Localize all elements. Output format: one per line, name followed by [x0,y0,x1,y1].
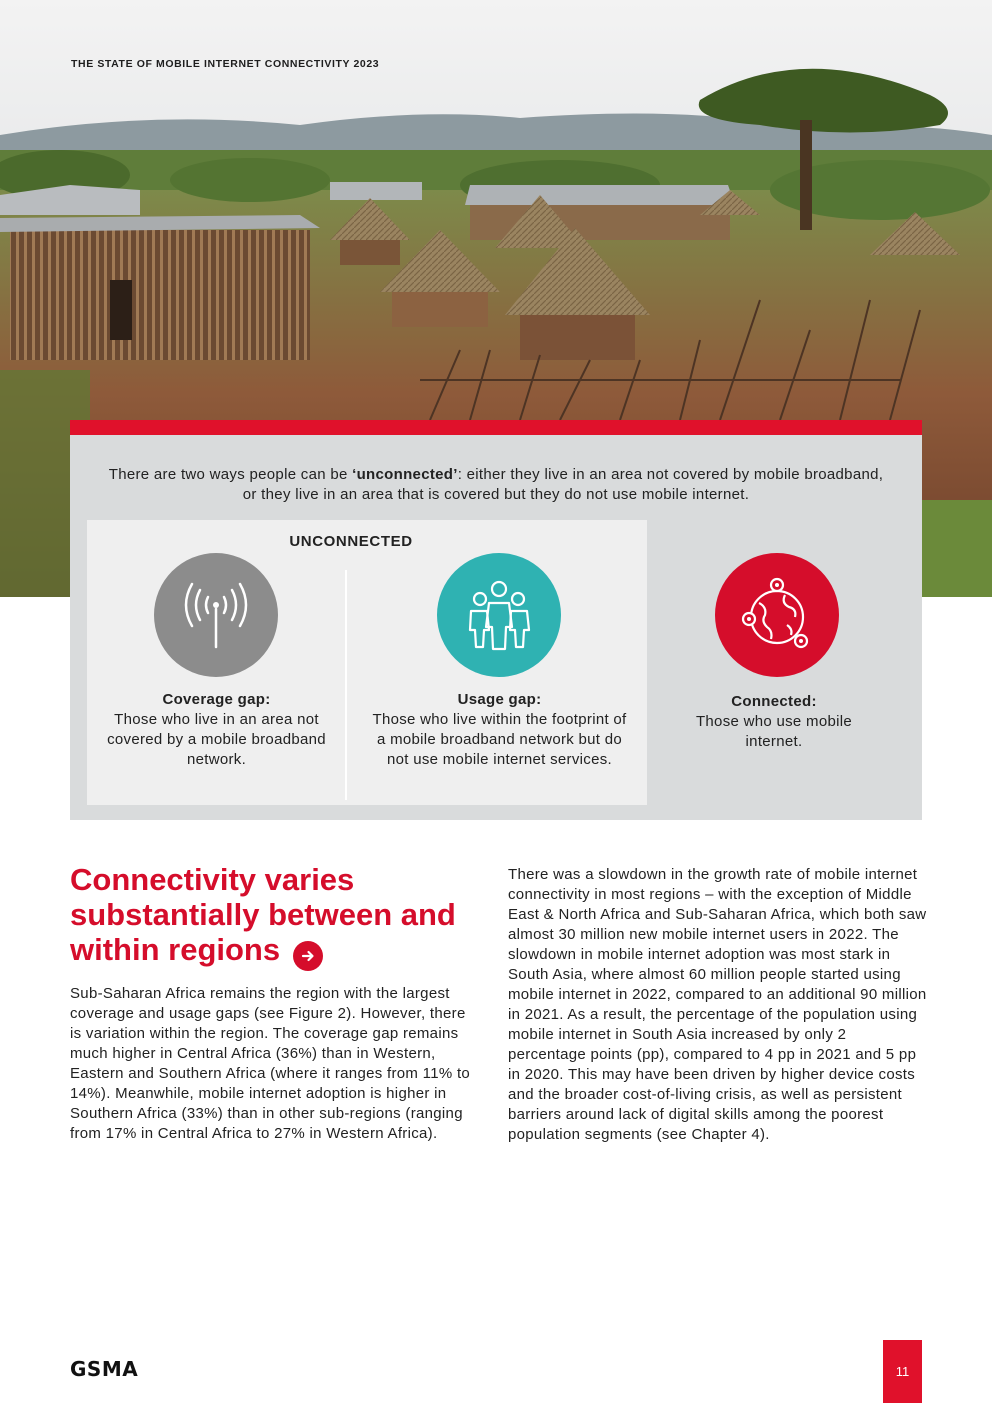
connected-globe-icon [735,573,819,657]
unconnected-title: UNCONNECTED [289,533,413,550]
body-paragraph-left: Sub-Saharan Africa remains the region with the largest coverage and usage gaps (see Figure 2). However, there is variation within the region. The coverage gap remains much higher in Central Africa (36%) than in Western, Eastern and Southern Africa (where it ranges from 11% to 14%). Meanwhile, mobile internet adoption is higher in Southern Africa (33%) than in other sub-regions (ranging from 17% in Central Africa to 27% in Western Africa). [70,985,471,1142]
coverage-gap-heading: Coverage gap: [162,691,271,708]
connected-description: Those who use mobile internet. [695,713,853,750]
usage-gap-description: Those who live within the footprint of a mobile broadband network but do not use mobile internet services. [372,711,627,768]
gsma-logo: GSMA [70,1357,139,1381]
page-number: 11 [883,1340,922,1403]
unconnected-panel [87,520,647,805]
connected-heading: Connected: [731,693,817,710]
signal-tower-icon [176,575,256,655]
usage-gap-heading: Usage gap: [457,691,542,708]
usage-gap-badge [437,553,561,677]
unconnected-infobox [70,420,922,820]
arrow-right-icon [300,948,316,964]
panel-divider [345,570,347,800]
body-paragraph-right: There was a slowdown in the growth rate of mobile internet connectivity in most regions – with the exception of Middle East & North Africa and Sub-Saharan Africa, which both saw almost 30 million new mobile internet users in 2022. The slowdown in mobile internet adoption was most stark in South Asia, where almost 60 million people started using mobile internet in 2022, compared to an additional 90 million in 2021. As a result, the percentage of the population using mobile internet in South Asia increased by only 2 percentage points (pp), compared to 4 pp in 2021 and 5 pp in 2020. This may have been driven by higher device costs and the broader cost-of-living crisis, as well as persistent barriers around lack of digital skills among the poorest population segments (see Chapter 4). [508,866,927,1143]
infobox-accent-bar [70,420,922,435]
people-group-icon [459,575,539,655]
connected-text [674,692,874,752]
intro-text-end: : either they live in an area not covered by mobile broadband, or they live in an area that is covered but they do not use mobile internet. [242,466,884,503]
intro-text-start: There are two ways people can be [108,466,353,483]
section-heading [70,862,470,971]
coverage-gap-text [104,690,329,770]
document-title: THE STATE OF MOBILE INTERNET CONNECTIVITY 2023 [71,58,380,70]
infobox-intro [70,465,922,505]
section-heading-text: Connectivity varies substantially between and within regions [70,862,456,967]
section-link-button[interactable] [293,941,323,971]
connected-badge [715,553,839,677]
coverage-gap-description: Those who live in an area not covered by a mobile broadband network. [107,711,326,768]
intro-text-bold: ‘unconnected’ [352,466,458,483]
coverage-gap-badge [154,553,278,677]
usage-gap-text [367,690,632,770]
